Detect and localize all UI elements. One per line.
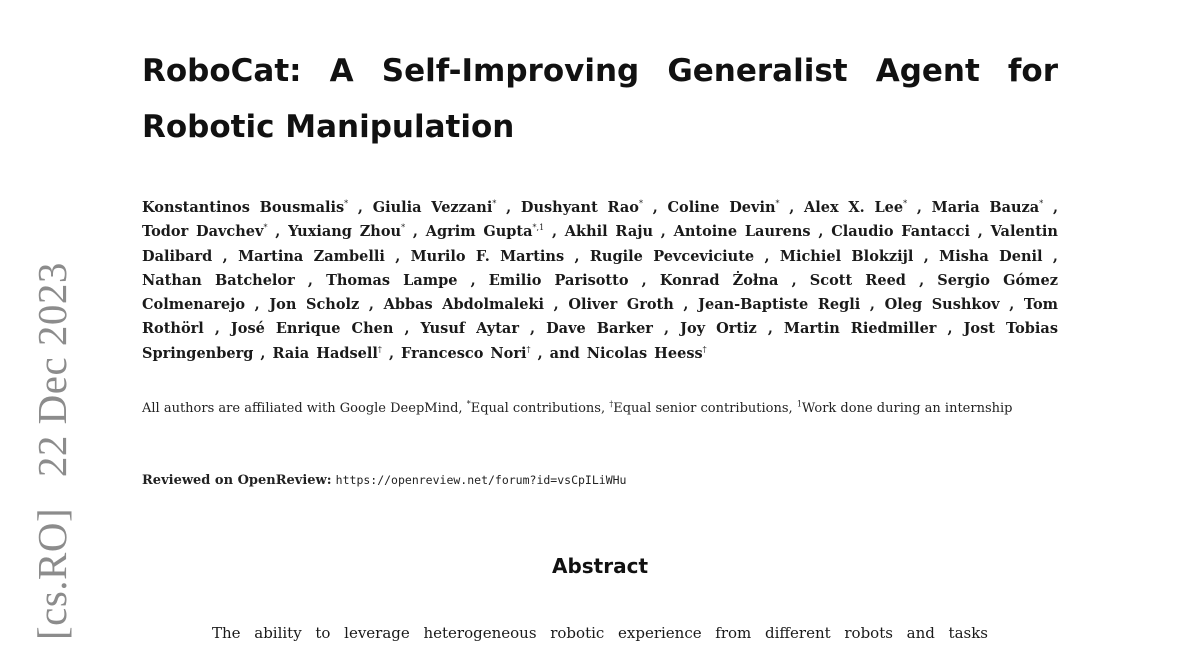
review-label: Reviewed on OpenReview: — [142, 473, 332, 488]
author-name: Sergio Gómez Colmenarejo — [142, 271, 1058, 314]
author-name: Dave Barker — [546, 320, 653, 338]
author-name: Akhil Raju — [564, 223, 654, 241]
author-name: Maria Bauza — [931, 199, 1040, 216]
author-name: Konstantinos Bousmalis — [142, 199, 345, 216]
author-name: Joy Ortiz — [680, 320, 757, 338]
author-name: Yusuf Aytar — [420, 320, 519, 338]
equal-contribution-mark: * — [466, 399, 471, 409]
author-name: Giulia Vezzani — [372, 199, 493, 216]
author-name: Jost Tobias Springenberg — [142, 320, 1058, 362]
author-name: Abbas Abdolmaleki — [383, 296, 545, 314]
author-mark: * — [401, 223, 406, 233]
author-name: Jon Scholz — [269, 296, 360, 314]
author-mark: * — [638, 199, 643, 209]
author-name: Claudio Fantacci — [831, 223, 970, 241]
author-mark: † — [526, 344, 531, 354]
author-name: Valentin Dalibard — [142, 223, 1058, 265]
abstract-text: The ability to leverage heterogeneous robotic experience from different robots and tasks — [212, 624, 988, 642]
author-name: Dushyant Rao — [520, 199, 639, 216]
senior-contribution-mark: † — [609, 399, 614, 409]
author-name: Emilio Parisotto — [488, 271, 629, 289]
author-name: Thomas Lampe — [326, 271, 458, 289]
author-mark: † — [702, 344, 707, 354]
affiliation-text: All authors are affiliated with Google DeepMind, — [142, 401, 467, 416]
author-name: Raia Hadsell — [272, 344, 378, 362]
author-mark: * — [1039, 199, 1044, 209]
author-name: Yuxiang Zhou — [288, 223, 402, 241]
senior-contribution-text: Equal senior contributions, — [613, 401, 797, 416]
review-line — [142, 473, 626, 488]
author-name: Konrad Żołna — [659, 271, 779, 289]
author-name: Tom Rothörl — [142, 296, 1059, 338]
author-name: José Enrique Chen — [230, 320, 394, 338]
author-name: Antoine Laurens — [673, 223, 811, 241]
author-name: Nicolas Heess — [586, 344, 703, 362]
author-name: Murilo F. Martins — [410, 247, 565, 265]
openreview-link[interactable]: https://openreview.net/forum?id=vsCpILiWHu — [335, 473, 627, 487]
author-mark: * — [344, 199, 349, 209]
paper-title: RoboCat: A Self-Improving Generalist Agent for Robotic Manipulation — [142, 53, 1058, 145]
author-name: Agrim Gupta — [425, 223, 533, 241]
author-mark: * — [492, 199, 497, 209]
equal-contribution-text: Equal contributions, — [470, 401, 610, 416]
internship-mark: 1 — [796, 399, 802, 409]
author-name: Alex X. Lee — [804, 199, 904, 216]
author-mark: *,1 — [532, 223, 545, 233]
internship-text: Work done during an internship — [801, 401, 1013, 416]
arxiv-stamp — [28, 262, 76, 640]
author-name: Todor Davchev — [142, 223, 264, 241]
author-mark: * — [903, 199, 908, 209]
arxiv-date: 22 Dec 2023 — [29, 262, 75, 478]
author-name: Martin Riedmiller — [783, 320, 937, 338]
author-name: Rugile Pevceviciute — [589, 247, 755, 265]
author-name: Nathan Batchelor — [142, 271, 295, 289]
author-name: Coline Devin — [667, 199, 776, 216]
author-name: Scott Reed — [809, 271, 906, 289]
author-name: Martina Zambelli — [238, 247, 385, 265]
author-name: Misha Denil — [939, 247, 1043, 265]
affiliation-note — [142, 396, 1058, 422]
author-name: Oleg Sushkov — [884, 296, 1000, 314]
arxiv-category: [cs.RO] — [29, 507, 75, 640]
author-mark: † — [377, 344, 382, 354]
abstract-heading: Abstract — [551, 554, 649, 578]
author-mark: * — [263, 223, 268, 233]
author-name: Francesco Nori — [401, 344, 527, 362]
author-mark: * — [775, 199, 780, 209]
author-list: Konstantinos Bousmalis* , Giulia Vezzani* , Dushyant Rao* , Coline Devin* , Alex X. Lee* , Maria Bauza* , Todor Davchev* , Yuxiang Zhou* , Agrim Gupta$^{*,1}$ , Akhil Raju , Antoine Laurens , Claudio Fantacci , Valentin Dalibard , Martina Zambelli , Murilo F. Martins , Rugile Pevceviciute , Michiel Blokzijl , Misha Denil , Nathan Batchelor , Thomas Lampe , Emilio Parisotto , Konrad Żołna , Scott Reed , Sergio Gómez Colmenarejo , Jon Scholz , Abbas Abdolmaleki , Oliver Groth , Jean-Baptiste Regli , Oleg Sushkov , Tom Rothörl , José Enrique Chen , Yusuf Aytar , Dave Barker , Joy Ortiz , Martin Riedmiller , Jost Tobias Springenberg , Raia Hadsell† , Francesco Nori† , and Nicolas Heess† — [142, 199, 1059, 362]
author-name: Oliver Groth — [568, 296, 674, 314]
author-name: Michiel Blokzijl — [779, 247, 914, 265]
author-name: Jean-Baptiste Regli — [698, 296, 861, 314]
